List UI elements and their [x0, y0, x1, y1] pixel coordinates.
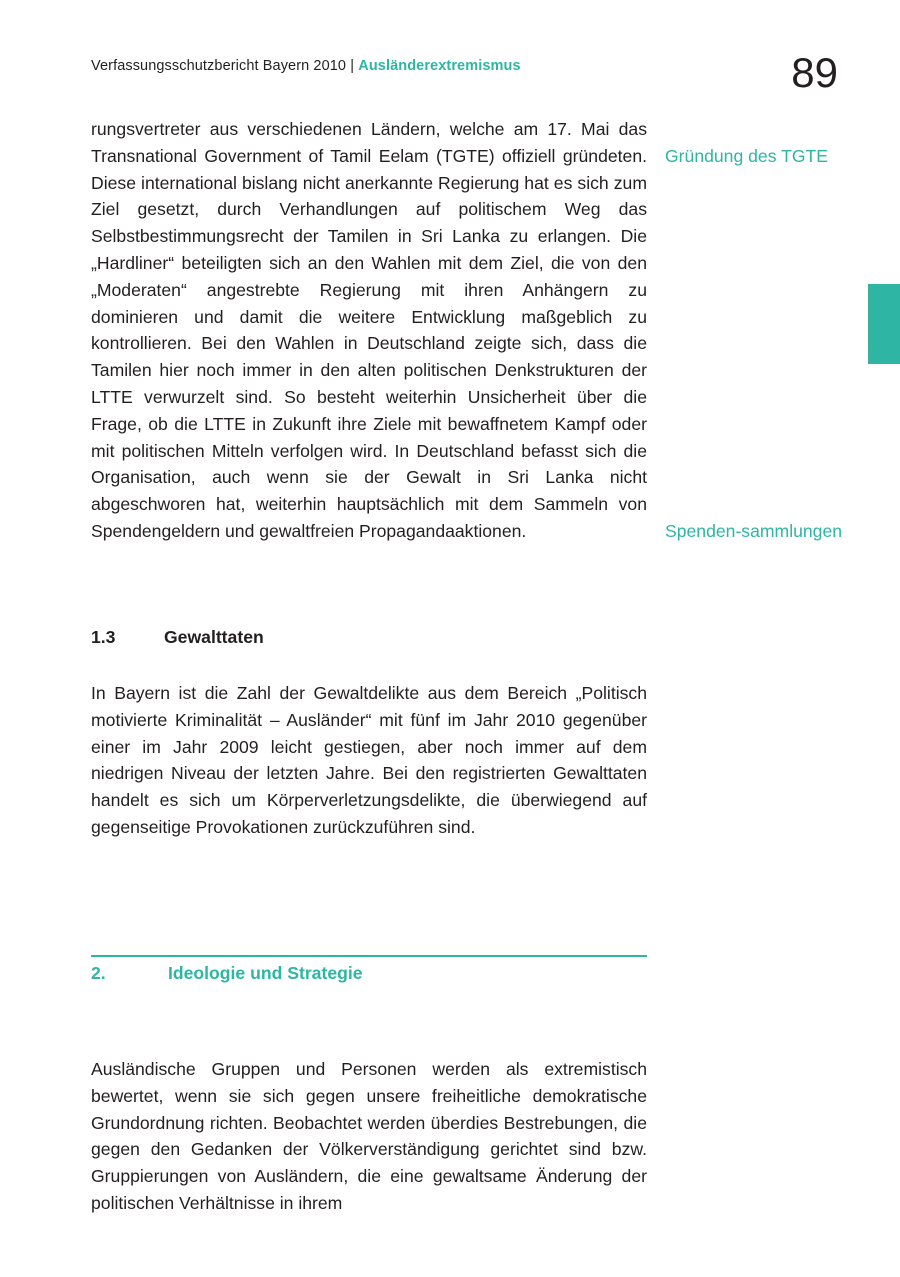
running-head — [91, 58, 521, 74]
running-head-separator: | — [350, 58, 355, 74]
paragraph-ideologie: Ausländische Gruppen und Personen werden als extremistisch bewertet, wenn sie sich gegen unsere freiheitliche demokratische Grundordnung richten. Beobachtet werden überdies Bestrebungen, die gegen den Gedanken der Völkerverständigung gerichtet sind bzw. Gruppierungen von Ausländern, die eine gewaltsame Änderung der politischen Verhältnisse in ihrem — [91, 1059, 647, 1213]
subheading-number: 1.3 — [91, 627, 116, 647]
subheading-title: Gewalttaten — [164, 627, 264, 647]
section-heading-ideologie — [91, 963, 363, 984]
margin-note-tgte: Gründung des TGTE — [665, 146, 828, 166]
subheading-gewalttaten — [91, 627, 264, 648]
paragraph-gewalttaten: In Bayern ist die Zahl der Gewaltdelikte aus dem Bereich „Politisch motivierte Kriminalität – Ausländer“ mit fünf im Jahr 2010 gegenüber einer im Jahr 2009 leicht gestiegen, aber noch immer auf dem niedrigen Niveau der letzten Jahre. Bei den registrierten Gewalttaten handelt es sich um Körperverletzungsdelikte, die überwiegend auf gegenseitige Provokationen zurückzuführen sind. — [91, 683, 647, 837]
paragraph-tgte: rungsvertreter aus verschiedenen Ländern, welche am 17. Mai das Transnational Government of Tamil Eelam (TGTE) offiziell gründeten. Diese international bislang nicht anerkannte Regierung hat es sich zum Ziel gesetzt, durch Verhandlungen auf politischem Weg das Selbstbestimmungsrecht der Tamilen in Sri Lanka zu erlangen. Die „Hardliner“ beteiligten sich an den Wahlen mit dem Ziel, die von den „Moderaten“ angestrebte Regierung mit ihren Anhängern zu dominieren und damit die weitere Entwicklung maßgeblich zu kontrollieren. Bei den Wahlen in Deutschland zeigte sich, dass die Tamilen hier noch immer in den alten politischen Denkstrukturen der LTTE verwurzelt sind. So besteht weiterhin Unsicherheit über die Frage, ob die LTTE in Zukunft ihre Ziele mit bewaffnetem Kampf oder mit politischen Mitteln verfolgen wird. In Deutschland befasst sich die Organisation, auch wenn sie der Gewalt in Sri Lanka nicht abgeschworen hat, weiterhin hauptsächlich mit dem Sammeln von Spendengeldern und gewaltfreien Propagandaaktionen. — [91, 119, 647, 541]
chapter-tab-marker — [868, 284, 900, 364]
section-divider — [91, 955, 647, 957]
section-number: 2. — [91, 963, 106, 983]
margin-note-spenden: Spenden-sammlungen — [665, 521, 843, 541]
running-section-title: Ausländerextremismus — [358, 58, 521, 74]
section-title: Ideologie und Strategie — [168, 963, 363, 983]
page-number: 89 — [791, 49, 838, 96]
running-title: Verfassungsschutzbericht Bayern 2010 — [91, 58, 347, 74]
